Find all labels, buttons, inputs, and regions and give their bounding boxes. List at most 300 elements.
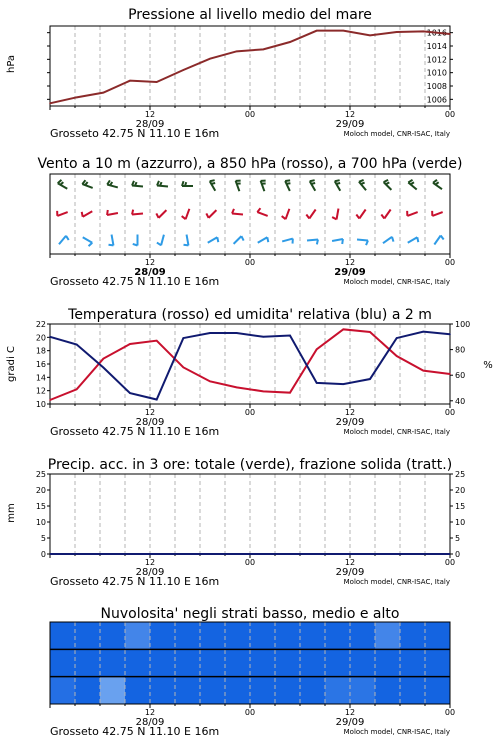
wind-barb-700-hpa	[433, 180, 442, 189]
wind-barb-feather	[58, 180, 62, 183]
humidity-point	[423, 331, 425, 333]
wind-barb-feather	[411, 182, 414, 184]
cloud-cell-basso	[350, 677, 376, 704]
wind-barb-700-hpa	[157, 181, 168, 187]
cloud-cell-alto	[425, 622, 451, 649]
precipitation-y-tick-label-right: 20	[455, 486, 466, 495]
cloud-cell-alto	[225, 622, 251, 649]
cloud-cell-medio	[200, 649, 226, 676]
pressure-y-tick-label: 1016	[426, 28, 447, 38]
wind-barb-10-m	[357, 240, 368, 246]
wind-barb-shaft	[209, 210, 217, 218]
pressure-y-tick-label: 1012	[426, 55, 447, 65]
pressure-date-label: 29/09	[335, 119, 365, 130]
wind-barb-feather	[157, 243, 161, 246]
precipitation-credit-label: Moloch model, CNR-ISAC, Italy	[343, 578, 450, 586]
wind-barb-700-hpa	[384, 180, 392, 190]
temperature-plot-frame	[50, 324, 450, 404]
humidity-point	[396, 337, 398, 339]
cloud-cell-alto	[400, 622, 426, 649]
wind-barb-10-m	[234, 236, 244, 244]
humidity-point	[183, 337, 185, 339]
pressure-plot-frame	[50, 26, 450, 106]
humidity-point	[369, 378, 371, 380]
wind-barb-10-m	[307, 240, 318, 245]
temperature-point	[263, 391, 265, 393]
wind-barb-feather	[82, 212, 83, 217]
wind-barb-shaft	[208, 237, 218, 243]
wind-barb-700-hpa	[359, 180, 366, 190]
wind-barb-feather	[386, 182, 390, 184]
wind-barb-850-hpa	[356, 209, 365, 218]
wind-barb-feather	[85, 182, 87, 185]
cloud-cell-basso	[125, 677, 151, 704]
wind-barb-10-m	[408, 237, 419, 243]
pressure-credit-label: Moloch model, CNR-ISAC, Italy	[343, 130, 450, 138]
precipitation-y-tick-label-right: 0	[455, 550, 461, 559]
pressure-y-tick-label: 1010	[426, 68, 447, 78]
wind-barb-feather	[107, 180, 110, 184]
wind-location-label: Grosseto 42.75 N 11.10 E 16m	[50, 275, 220, 288]
temperature-location-label: Grosseto 42.75 N 11.10 E 16m	[50, 425, 220, 438]
humidity-point	[316, 382, 318, 384]
precipitation-x-tick-label: 00	[244, 558, 256, 567]
wind-barb-shaft	[57, 212, 67, 216]
humidity-point	[76, 344, 78, 346]
wind-barb-feather	[184, 245, 189, 246]
cloud-cell-alto	[50, 622, 76, 649]
pressure-point	[76, 97, 78, 99]
cloud-cell-alto	[125, 622, 151, 649]
cloud-cell-medio	[150, 649, 176, 676]
precipitation-y-tick-label-right: 25	[455, 470, 466, 479]
humidity-point	[449, 333, 451, 335]
wind-barb-feather	[361, 183, 365, 184]
wind-barb-shaft	[159, 210, 167, 218]
precipitation-chart-title: Precip. acc. in 3 ore: totale (verde), frazione solida (tratt.)	[47, 457, 453, 473]
pressure-point	[343, 30, 345, 32]
pressure-y-tick-label: 1008	[426, 82, 447, 91]
temperature-y-label: gradi C	[6, 346, 17, 382]
cloud-cell-basso	[225, 677, 251, 704]
temperature-x-tick-label: 00	[244, 408, 256, 417]
precipitation-date-label: 28/09	[135, 567, 165, 578]
cloud-x-tick-label: 00	[444, 708, 456, 717]
cloud-cell-medio	[400, 649, 426, 676]
pressure-y-tick-label: 1006	[426, 95, 447, 105]
cloud-cell-medio	[50, 649, 76, 676]
precipitation-x-tick-label: 00	[444, 558, 456, 567]
cloud-cell-medio	[300, 649, 326, 676]
precipitation-y-tick-label: 0	[40, 550, 46, 559]
temperature-chart-title: Temperatura (rosso) ed umidita' relativa (blu) a 2 m	[68, 307, 432, 323]
cloud-cell-medio	[250, 649, 276, 676]
cloud-cell-alto	[100, 622, 126, 649]
wind-date-label: 28/09	[134, 267, 166, 278]
cloud-cover-chart	[50, 606, 455, 738]
wind-barb-shaft	[132, 214, 143, 215]
wind-barb-feather	[441, 235, 444, 239]
wind-barb-shaft	[232, 214, 243, 215]
wind-barb-feather	[384, 180, 388, 182]
pressure-location-label: Grosseto 42.75 N 11.10 E 16m	[50, 127, 220, 140]
cloud-cell-medio	[225, 649, 251, 676]
wind-barb-shaft	[234, 236, 242, 244]
cloud-cell-basso	[325, 677, 351, 704]
wind-barb-700-hpa	[210, 180, 216, 191]
cloud-cell-medio	[375, 649, 401, 676]
temperature-y-tick-label: 12	[35, 386, 46, 396]
temperature-point	[369, 331, 371, 333]
pressure-x-tick-label: 12	[344, 110, 356, 119]
humidity-point	[343, 383, 345, 385]
cloud-cell-alto	[250, 622, 276, 649]
precipitation-y-tick-label: 15	[35, 502, 46, 511]
wind-barb-shaft	[83, 211, 93, 217]
wind-barb-shaft	[383, 237, 392, 243]
pressure-x-tick-label: 12	[144, 110, 156, 119]
wind-x-tick-label: 00	[444, 258, 456, 267]
wind-barb-shaft	[408, 237, 418, 243]
wind-barb-850-hpa	[82, 211, 93, 217]
wind-barb-shaft	[309, 209, 315, 218]
wind-barb-700-hpa	[236, 181, 241, 192]
precipitation-date-label: 29/09	[335, 567, 365, 578]
temperature-point	[449, 373, 451, 375]
wind-chart-title: Vento a 10 m (azzurro), a 850 hPa (rosso), a 700 hPa (verde)	[37, 156, 463, 172]
wind-barb-850-hpa	[257, 208, 267, 216]
cloud-cell-alto	[175, 622, 201, 649]
wind-barb-shaft	[282, 239, 293, 242]
wind-barb-850-hpa	[282, 209, 290, 219]
wind-barb-feather	[89, 243, 93, 246]
wind-barb-shaft	[261, 181, 265, 191]
wind-barb-10-m	[208, 237, 219, 243]
wind-barb-feather	[206, 213, 208, 217]
temperature-point	[209, 381, 211, 383]
precipitation-y-tick-label: 20	[35, 486, 46, 495]
humidity-point	[49, 336, 51, 338]
temperature-y-tick-label: 20	[35, 333, 46, 343]
wind-barb-shaft	[186, 209, 190, 219]
wind-barb-700-hpa	[182, 181, 193, 186]
temperature-y-tick-label: 10	[35, 400, 46, 409]
wind-barb-shaft	[432, 212, 442, 216]
wind-barb-700-hpa	[285, 180, 290, 191]
cloud-cell-alto	[325, 622, 351, 649]
wind-barb-shaft	[107, 185, 118, 188]
humidity-point	[129, 392, 131, 394]
wind-barb-feather	[433, 180, 437, 183]
wind-barb-feather	[66, 236, 69, 240]
wind-barb-shaft	[236, 181, 240, 191]
cloud-cell-basso	[250, 677, 276, 704]
wind-barb-feather	[282, 216, 286, 219]
humidity-y-label: %	[483, 360, 493, 371]
wind-chart	[37, 156, 462, 288]
wind-barb-feather	[285, 180, 290, 181]
wind-barb-shaft	[82, 184, 92, 188]
cloud-cell-alto	[150, 622, 176, 649]
wind-barb-10-m	[83, 237, 93, 246]
temperature-y-tick-label: 14	[35, 373, 46, 383]
temperature-x-tick-label: 12	[144, 408, 156, 417]
precipitation-location-label: Grosseto 42.75 N 11.10 E 16m	[50, 575, 220, 588]
wind-barb-feather	[435, 182, 438, 184]
wind-date-label: 29/09	[334, 267, 366, 278]
wind-barb-700-hpa	[58, 180, 68, 189]
temperature-point	[76, 389, 78, 391]
temperature-point	[156, 340, 158, 342]
pressure-point	[369, 35, 371, 37]
wind-barb-feather	[335, 180, 340, 181]
wind-barb-shaft	[286, 209, 290, 219]
cloud-cell-medio	[100, 649, 126, 676]
cloud-cell-medio	[350, 649, 376, 676]
temperature-point	[343, 329, 345, 331]
pressure-point	[129, 80, 131, 82]
cloud-cell-medio	[75, 649, 101, 676]
wind-barb-10-m	[157, 235, 164, 246]
wind-barb-850-hpa	[306, 209, 315, 218]
wind-barb-feather	[342, 239, 343, 244]
wind-barb-850-hpa	[206, 210, 216, 218]
precipitation-y-tick-label-right: 10	[455, 518, 466, 527]
wind-barb-shaft	[107, 213, 118, 215]
wind-barb-700-hpa	[335, 180, 341, 191]
temperature-x-tick-label: 12	[344, 408, 356, 417]
pressure-point	[103, 92, 105, 94]
temperature-y-tick-label: 22	[35, 320, 46, 329]
humidity-y-tick-label: 40	[455, 396, 466, 406]
pressure-point	[183, 69, 185, 71]
pressure-point	[289, 41, 291, 43]
cloud-cell-medio	[275, 649, 301, 676]
cloud-location-label: Grosseto 42.75 N 11.10 E 16m	[50, 725, 220, 738]
wind-barb-850-hpa	[407, 211, 418, 216]
cloud-cell-basso	[75, 677, 101, 704]
wind-barb-feather	[107, 210, 108, 215]
wind-barb-850-hpa	[107, 210, 118, 215]
wind-barb-shaft	[384, 209, 390, 218]
cloud-cell-alto	[75, 622, 101, 649]
temperature-point	[183, 367, 185, 369]
cloud-date-label: 28/09	[135, 717, 165, 728]
wind-barb-feather	[392, 237, 393, 242]
wind-barb-10-m	[258, 237, 269, 243]
cloud-cell-basso	[150, 677, 176, 704]
temperature-y-tick-label: 18	[35, 346, 46, 356]
precipitation-chart	[6, 457, 465, 588]
wind-barb-feather	[211, 183, 215, 184]
wind-barb-850-hpa	[432, 211, 443, 216]
wind-barb-700-hpa	[107, 180, 118, 187]
wind-barb-10-m	[282, 239, 293, 244]
wind-barb-850-hpa	[182, 209, 190, 219]
temperature-point	[289, 392, 291, 394]
wind-barb-feather	[336, 183, 340, 184]
pressure-point	[423, 31, 425, 33]
wind-barb-700-hpa	[408, 180, 416, 190]
pressure-point	[236, 51, 238, 53]
wind-barb-shaft	[359, 209, 365, 218]
wind-barb-feather	[317, 240, 318, 245]
precipitation-y-tick-label: 25	[35, 470, 46, 479]
humidity-point	[103, 367, 105, 369]
precipitation-x-tick-label: 12	[344, 558, 356, 567]
cloud-credit-label: Moloch model, CNR-ISAC, Italy	[343, 728, 450, 736]
cloud-cell-medio	[325, 649, 351, 676]
cloud-cell-basso	[50, 677, 76, 704]
wind-barb-feather	[109, 245, 114, 246]
wind-barb-10-m	[434, 235, 443, 244]
temperature-point	[236, 387, 238, 389]
temperature-point	[396, 355, 398, 357]
pressure-date-label: 28/09	[135, 119, 165, 130]
wind-x-tick-label: 00	[244, 258, 256, 267]
pressure-point	[209, 58, 211, 60]
temperature-date-label: 29/09	[335, 417, 365, 428]
wind-barb-10-m	[109, 235, 114, 246]
temperature-y-tick-label: 16	[35, 360, 46, 369]
pressure-x-tick-label: 00	[244, 110, 256, 119]
wind-barb-feather	[359, 180, 364, 182]
pressure-y-label: hPa	[6, 54, 17, 74]
wind-barb-850-hpa	[232, 209, 243, 215]
wind-barb-10-m	[59, 236, 69, 244]
wind-barb-700-hpa	[310, 180, 316, 191]
wind-barb-shaft	[332, 239, 343, 241]
cloud-cell-alto	[350, 622, 376, 649]
wind-barb-feather	[182, 216, 186, 219]
wind-barb-10-m	[184, 235, 189, 246]
wind-barb-700-hpa	[261, 181, 266, 192]
wind-barb-feather	[210, 180, 215, 181]
pressure-point	[263, 49, 265, 51]
wind-barb-shaft	[59, 236, 66, 244]
humidity-point	[263, 336, 265, 338]
cloud-cell-basso	[100, 677, 126, 704]
pressure-chart-title: Pressione al livello medio del mare	[128, 7, 372, 23]
humidity-point	[289, 335, 291, 337]
wind-barb-feather	[156, 213, 158, 217]
wind-x-tick-label: 12	[344, 258, 356, 267]
temperature-date-label: 28/09	[135, 417, 165, 428]
cloud-x-tick-label: 12	[344, 708, 356, 717]
cloud-cell-basso	[375, 677, 401, 704]
wind-barb-shaft	[83, 237, 93, 243]
cloud-chart-title: Nuvolosita' negli strati basso, medio e alto	[100, 606, 400, 622]
temperature-point	[423, 370, 425, 372]
wind-barb-feather	[60, 182, 63, 185]
cloud-cell-basso	[400, 677, 426, 704]
wind-barb-shaft	[307, 240, 318, 241]
wind-barb-shaft	[112, 235, 114, 246]
pressure-point	[396, 31, 398, 33]
cloud-date-label: 29/09	[335, 717, 365, 728]
wind-barb-feather	[381, 215, 384, 219]
wind-barb-shaft	[187, 235, 189, 246]
wind-barb-feather	[311, 183, 315, 184]
humidity-y-tick-label: 100	[455, 320, 471, 329]
temperature-point	[129, 343, 131, 345]
wind-barb-feather	[356, 215, 359, 219]
wind-barb-feather	[408, 180, 412, 183]
wind-barb-shaft	[357, 240, 368, 241]
wind-barb-shaft	[132, 186, 143, 187]
cloud-cell-basso	[175, 677, 201, 704]
wind-barb-850-hpa	[57, 211, 68, 216]
wind-barb-feather	[132, 210, 133, 215]
humidity-point	[236, 332, 238, 334]
temperature-point	[316, 349, 318, 351]
wind-barb-850-hpa	[381, 209, 390, 218]
humidity-y-tick-label: 60	[455, 371, 466, 381]
wind-barb-shaft	[434, 235, 440, 244]
pressure-point	[449, 33, 451, 35]
wind-barb-feather	[417, 237, 418, 242]
precipitation-y-tick-label: 5	[40, 534, 46, 543]
wind-barb-850-hpa	[132, 210, 143, 215]
wind-barb-feather	[217, 237, 218, 242]
cloud-cell-medio	[175, 649, 201, 676]
precipitation-y-tick-label-right: 5	[455, 534, 461, 543]
cloud-cell-alto	[300, 622, 326, 649]
temperature-point	[103, 358, 105, 360]
cloud-cell-medio	[125, 649, 151, 676]
cloud-cell-basso	[300, 677, 326, 704]
precipitation-y-tick-label: 10	[35, 518, 46, 527]
temperature-credit-label: Moloch model, CNR-ISAC, Italy	[343, 428, 450, 436]
cloud-cell-basso	[425, 677, 451, 704]
wind-barb-10-m	[133, 235, 138, 246]
cloud-cell-basso	[200, 677, 226, 704]
wind-barb-feather	[185, 182, 186, 186]
precipitation-y-tick-label-right: 15	[455, 502, 466, 511]
wind-barb-700-hpa	[82, 180, 92, 188]
wind-barb-feather	[241, 236, 243, 240]
wind-barb-shaft	[407, 212, 417, 216]
wind-barb-feather	[306, 215, 309, 219]
wind-barb-850-hpa	[156, 210, 166, 218]
pressure-point	[316, 30, 318, 32]
pressure-y-tick-label: 1014	[426, 42, 447, 51]
temperature-x-tick-label: 00	[444, 408, 456, 417]
wind-barb-10-m	[383, 237, 393, 243]
wind-barb-shaft	[257, 212, 267, 216]
humidity-y-tick-label: 80	[455, 345, 466, 355]
temperature-humidity-chart	[6, 307, 493, 438]
precipitation-y-label: mm	[6, 503, 17, 523]
precipitation-x-tick-label: 12	[144, 558, 156, 567]
wind-barb-850-hpa	[332, 209, 338, 220]
wind-barb-feather	[257, 208, 260, 212]
pressure-chart	[6, 7, 455, 140]
cloud-cell-basso	[275, 677, 301, 704]
pressure-point	[49, 103, 51, 105]
wind-barb-10-m	[332, 239, 343, 244]
wind-barb-shaft	[161, 235, 164, 246]
wind-barb-shaft	[157, 186, 168, 187]
cloud-x-tick-label: 00	[244, 708, 256, 717]
temperature-point	[49, 399, 51, 401]
cloud-x-tick-label: 12	[144, 708, 156, 717]
wind-credit-label: Moloch model, CNR-ISAC, Italy	[343, 278, 450, 286]
wind-barb-shaft	[337, 209, 339, 220]
wind-barb-700-hpa	[132, 181, 143, 187]
pressure-point	[156, 81, 158, 83]
wind-barb-feather	[82, 180, 85, 184]
